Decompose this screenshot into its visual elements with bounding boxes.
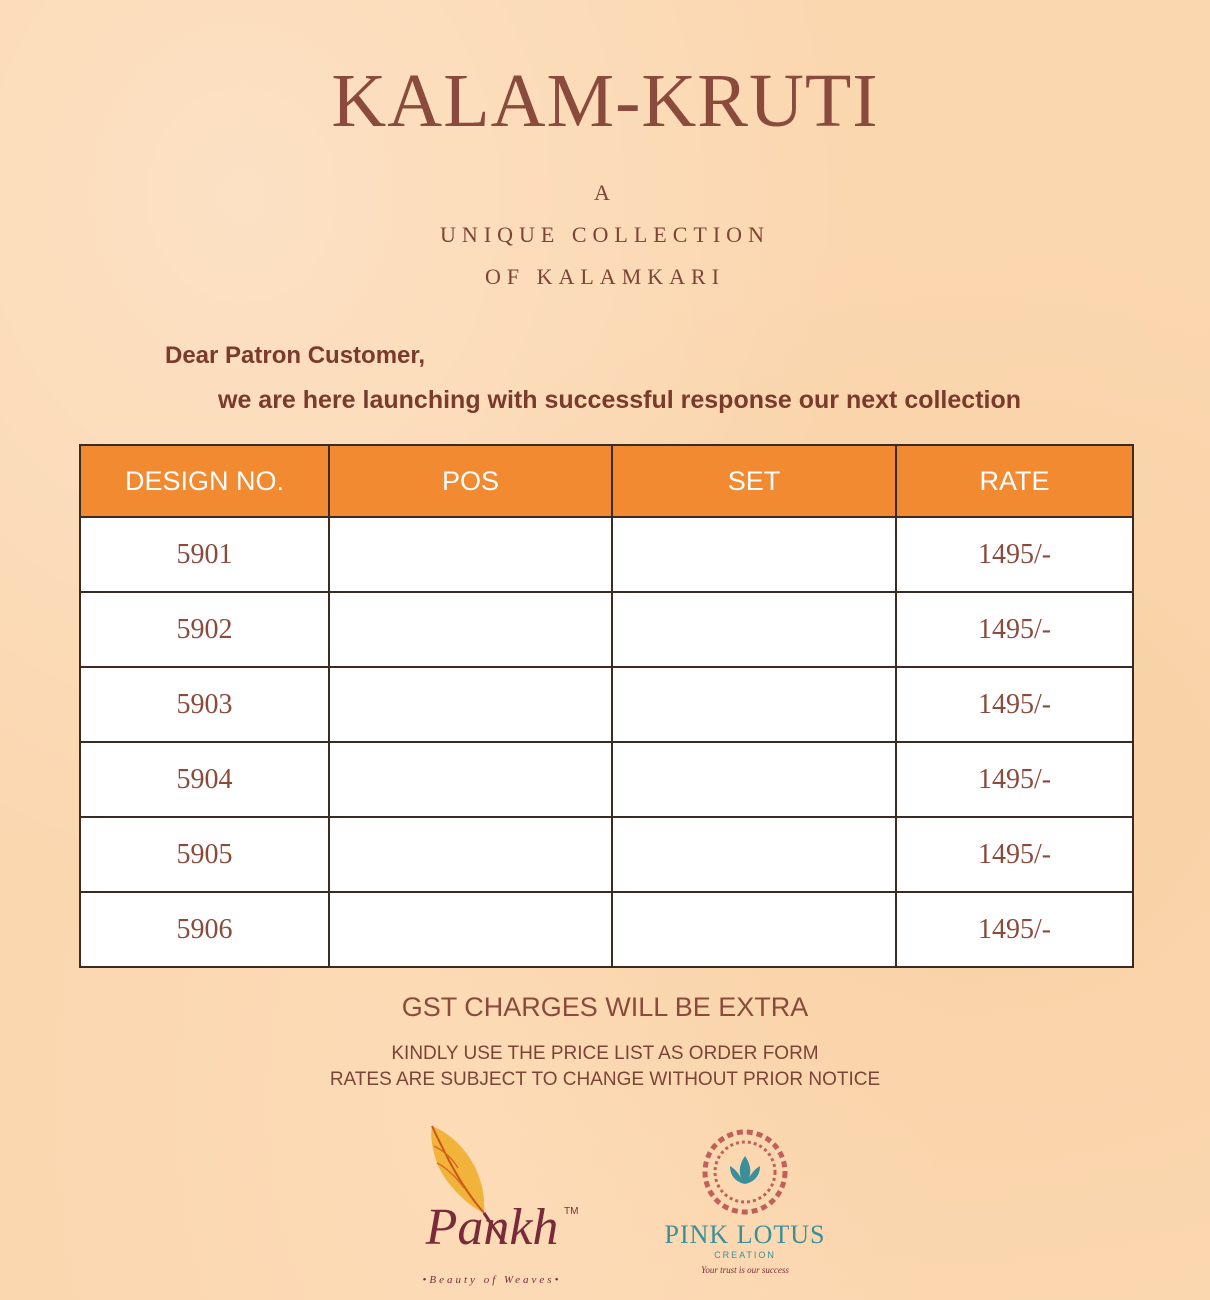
design-cell: 5903	[80, 667, 329, 742]
price-table	[79, 444, 1134, 968]
order-form-note: KINDLY USE THE PRICE LIST AS ORDER FORM	[391, 1043, 819, 1064]
set-cell[interactable]	[612, 517, 896, 592]
pankh-tagline: •Beauty of Weaves•	[422, 1274, 562, 1286]
pankh-wordmark: Pankh	[425, 1199, 559, 1256]
intro-message: we are here launching with successful response our next collection	[218, 386, 1022, 414]
subtitle-line-3: OF KALAMKARI	[484, 264, 726, 289]
design-cell: 5901	[80, 517, 329, 592]
table-row	[80, 892, 1133, 967]
design-cell: 5905	[80, 817, 329, 892]
rate-cell: 1495/-	[896, 517, 1133, 592]
set-cell[interactable]	[612, 817, 896, 892]
rate-cell: 1495/-	[896, 667, 1133, 742]
pos-cell[interactable]	[329, 892, 612, 967]
table-row	[80, 667, 1133, 742]
page-title: KALAM-KRUTI	[331, 59, 879, 143]
pos-cell[interactable]	[329, 667, 612, 742]
design-cell: 5902	[80, 592, 329, 667]
column-header-set: SET	[612, 445, 896, 517]
set-cell[interactable]	[612, 742, 896, 817]
pankh-logo	[392, 1118, 592, 1293]
gst-notice: GST CHARGES WILL BE EXTRA	[401, 992, 809, 1022]
rate-cell: 1495/-	[896, 817, 1133, 892]
column-header-rate: RATE	[896, 445, 1133, 517]
design-cell: 5904	[80, 742, 329, 817]
pos-cell[interactable]	[329, 517, 612, 592]
pink-lotus-creation: CREATION	[714, 1250, 776, 1260]
rate-cell: 1495/-	[896, 742, 1133, 817]
subtitle-line-1: A	[594, 180, 616, 205]
set-cell[interactable]	[612, 667, 896, 742]
pos-cell[interactable]	[329, 817, 612, 892]
pos-cell[interactable]	[329, 592, 612, 667]
pink-lotus-wordmark: PINK LOTUS	[664, 1220, 826, 1249]
column-header-design: DESIGN NO.	[80, 445, 329, 517]
set-cell[interactable]	[612, 592, 896, 667]
set-cell[interactable]	[612, 892, 896, 967]
pos-cell[interactable]	[329, 742, 612, 817]
table-row	[80, 817, 1133, 892]
rates-change-note: RATES ARE SUBJECT TO CHANGE WITHOUT PRIOR NOTICE	[329, 1069, 881, 1090]
table-row	[80, 742, 1133, 817]
subtitle-line-2: UNIQUE COLLECTION	[440, 222, 770, 247]
table-header-row	[80, 445, 1133, 517]
greeting: Dear Patron Customer,	[165, 342, 426, 369]
pink-lotus-logo	[650, 1128, 840, 1288]
table-row	[80, 517, 1133, 592]
design-cell: 5906	[80, 892, 329, 967]
pink-lotus-tagline: Your trust is our success	[701, 1265, 789, 1275]
table-row	[80, 592, 1133, 667]
rate-cell: 1495/-	[896, 592, 1133, 667]
rate-cell: 1495/-	[896, 892, 1133, 967]
trademark-mark: TM	[564, 1206, 579, 1217]
column-header-pos: POS	[329, 445, 612, 517]
lotus-mandala-icon	[650, 1128, 840, 1220]
